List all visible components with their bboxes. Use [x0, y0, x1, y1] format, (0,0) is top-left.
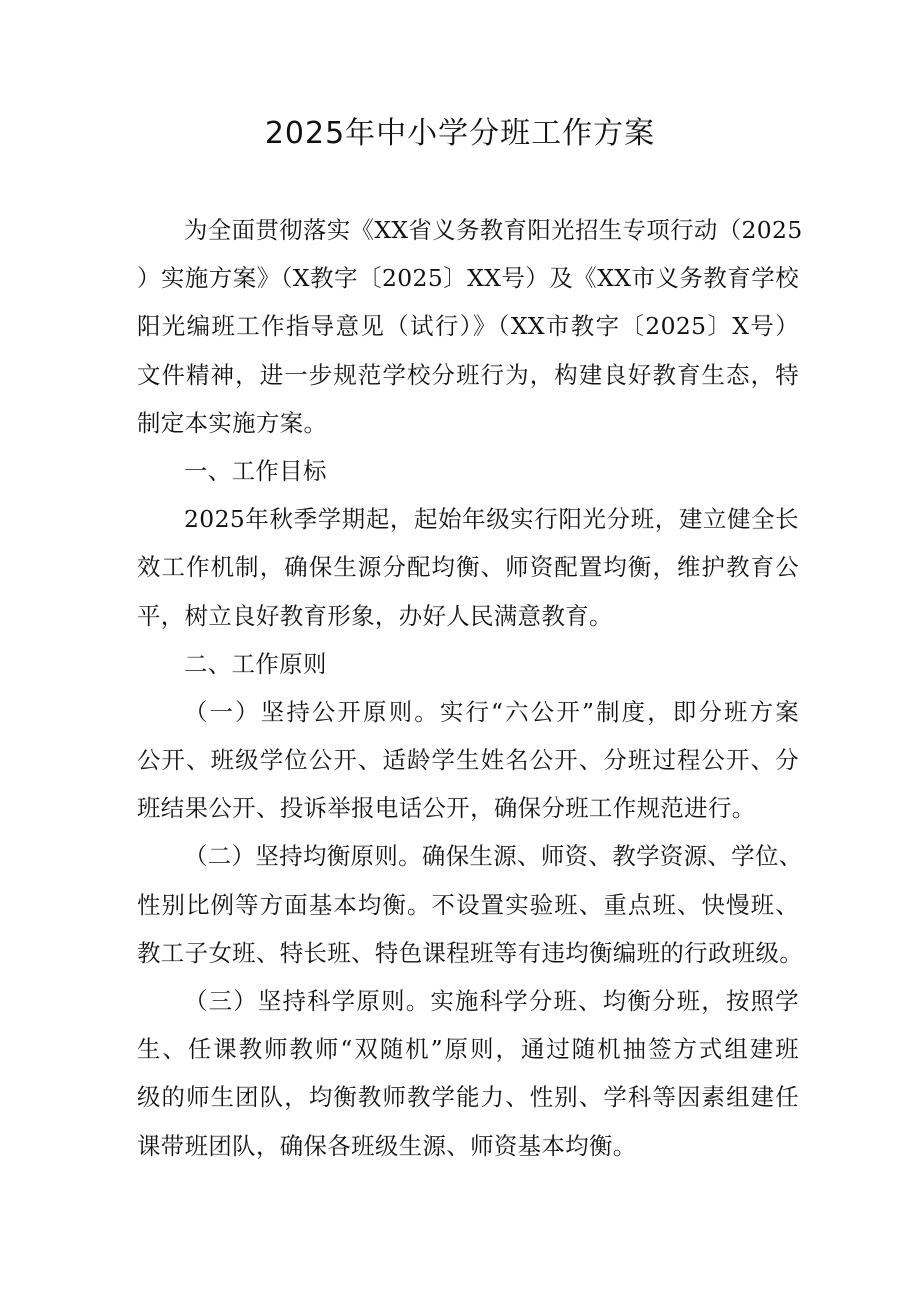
document-line: 平，树立良好教育形象，办好人民满意教育。 [137, 601, 613, 630]
document-line: 课带班团队，确保各班级生源、师资基本均衡。 [137, 1131, 637, 1160]
document-body [137, 210, 804, 1174]
document-line: 公开、班级学位公开、适龄学生姓名公开、分班过程公开、分 [137, 746, 799, 775]
document-line: 阳光编班工作指导意见（试行）》（XX市教字〔2025〕X号） [137, 312, 799, 341]
document-line: 性别比例等方面基本均衡。不设置实验班、重点班、快慢班、 [137, 890, 799, 919]
document-line: （三）坚持科学原则。实施科学分班、均衡分班，按照学 [184, 987, 799, 1015]
document-line: 生、任课教师教师“双随机”原则，通过随机抽签方式组建班 [137, 1035, 799, 1064]
document-line: 级的师生团队，均衡教师教学能力、性别、学科等因素组建任 [137, 1083, 799, 1112]
document-line: 效工作机制，确保生源分配均衡、师资配置均衡，维护教育公 [137, 553, 799, 582]
document-line: 教工子女班、特长班、特色课程班等有违均衡编班的行政班级。 [137, 938, 804, 967]
document-line: 制定本实施方案。 [137, 408, 328, 437]
document-title: 2025年中小学分班工作方案 [264, 116, 656, 151]
document-line: 一、工作目标 [184, 456, 327, 485]
document-line: （一）坚持公开原则。实行“六公开”制度，即分班方案 [184, 697, 799, 726]
document-line: 2025年秋季学期起，起始年级实行阳光分班，建立健全长 [184, 505, 799, 534]
document-line: （二）坚持均衡原则。确保生源、师资、教学资源、学位、 [184, 842, 803, 871]
document-line: 二、工作原则 [184, 649, 327, 678]
document-line: 班结果公开、投诉举报电话公开，确保分班工作规范进行。 [137, 794, 756, 823]
document-line: ）实施方案》（X教字〔2025〕XX号）及《XX市义务教育学校 [137, 264, 799, 293]
document-line: 为全面贯彻落实《XX省义务教育阳光招生专项行动（2025 [184, 216, 803, 244]
document-line: 文件精神，进一步规范学校分班行为，构建良好教育生态，特 [137, 360, 799, 389]
